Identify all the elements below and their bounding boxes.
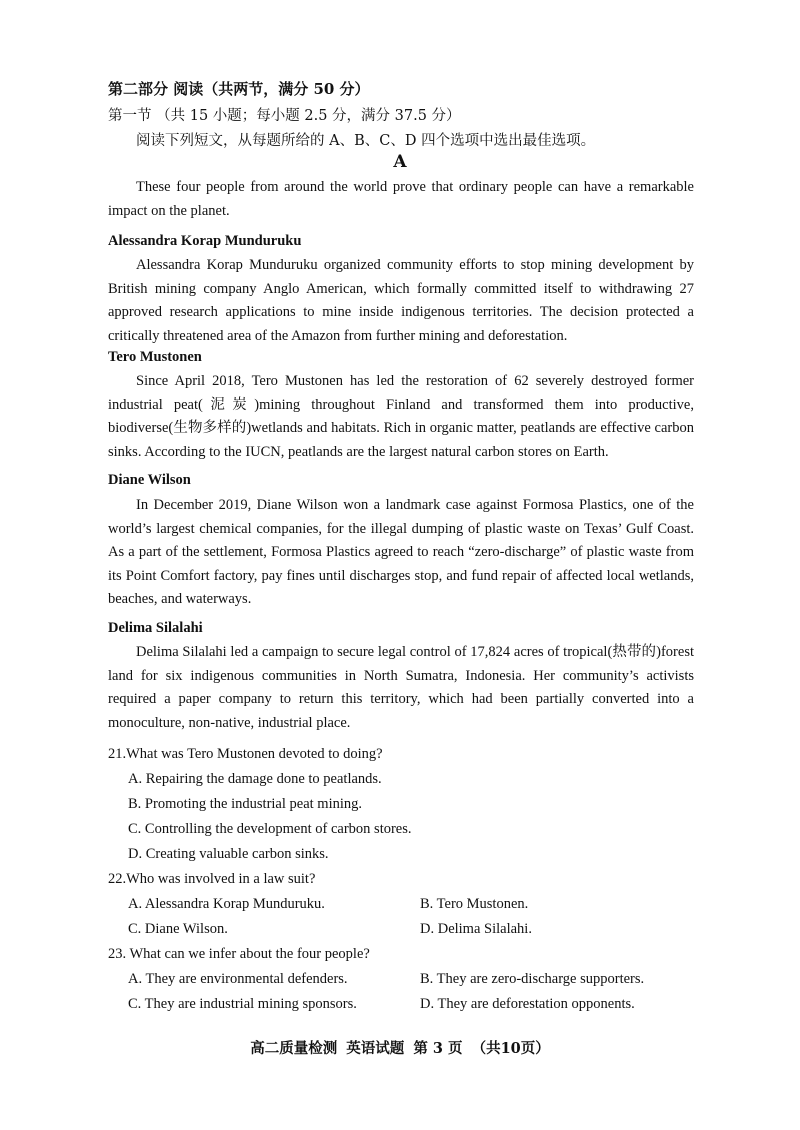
answer-option[interactable]: C. Diane Wilson. <box>128 921 228 937</box>
passage-letter: A <box>393 152 407 172</box>
answer-option[interactable]: B. Tero Mustonen. <box>420 896 529 912</box>
passage-intro-text: These four people from around the world prove that ordinary people can have a remarkable impact on the planet. <box>108 179 694 219</box>
question-stem: 22.Who was involved in a law suit? <box>108 871 316 887</box>
person-name: Tero Mustonen <box>108 349 202 365</box>
page-footer <box>0 1037 800 1058</box>
answer-option[interactable]: A. Alessandra Korap Munduruku. <box>128 896 325 912</box>
question-stem: 23. What can we infer about the four people? <box>108 946 370 962</box>
section-header: 第二部分 阅读（共两节，满分 50 分） <box>108 80 370 98</box>
answer-option[interactable]: A. Repairing the damage done to peatlands. <box>128 771 382 787</box>
answer-option[interactable]: D. Delima Silalahi. <box>420 921 532 937</box>
person-paragraph <box>108 370 694 464</box>
person-name: Diane Wilson <box>108 472 191 488</box>
answer-option[interactable]: B. Promoting the industrial peat mining. <box>128 796 362 812</box>
person-paragraph-text: Delima Silalahi led a campaign to secure legal control of 17,824 acres of tropical(热带的)forest land for six indigenous communities in North Sumatra, Indonesia. Her community’s activists required a paper company to return this territory, which had been partially converted into a monoculture, non-native, industrial place. <box>108 644 694 731</box>
person-paragraph-text: In December 2019, Diane Wilson won a landmark case against Formosa Plastics, one of the world’s largest chemical companies, for the illegal dumping of plastic waste on Texas’ Gulf Coast. As a part of the settlement, Formosa Plastics agreed to reach “zero-discharge” of plastic waste from its Point Comfort factory, pay fines until discharges stop, and fund repair of affected local wetlands, beaches, and waterways. <box>108 497 694 607</box>
person-paragraph <box>108 641 694 735</box>
footer-total-pages: （共10页） <box>471 1040 550 1057</box>
person-paragraph-text: Since April 2018, Tero Mustonen has led the restoration of 62 severely destroyed former industrial peat(泥炭)mining throughout Finland and transformed them into productive, biodiverse(生物多样的)wetlands and habitats. Rich in organic matter, peatlands are effective carbon sinks. According to the IUCN, peatlands are the largest natural carbon stores on Earth. <box>108 373 694 460</box>
person-paragraph <box>108 254 694 348</box>
footer-subject: 英语试题 <box>346 1040 405 1057</box>
instruction: 阅读下列短文，从每题所给的 A、B、C、D 四个选项中选出最佳选项。 <box>136 133 596 149</box>
answer-option[interactable]: C. They are industrial mining sponsors. <box>128 996 357 1012</box>
subsection-header: 第一节 （共 15 小题；每小题 2.5 分，满分 37.5 分） <box>108 108 461 124</box>
passage-intro <box>108 176 694 223</box>
answer-option[interactable]: C. Controlling the development of carbon stores. <box>128 821 412 837</box>
person-paragraph <box>108 494 694 612</box>
answer-option[interactable]: B. They are zero-discharge supporters. <box>420 971 645 987</box>
person-name: Alessandra Korap Munduruku <box>108 233 302 249</box>
question-stem: 21.What was Tero Mustonen devoted to doing? <box>108 746 383 762</box>
footer-page-number: 第 3 页 <box>413 1040 463 1057</box>
footer-exam: 高二质量检测 <box>250 1040 338 1057</box>
person-paragraph-text: Alessandra Korap Munduruku organized community efforts to stop mining development by British mining company Anglo American, which formally committed itself to withdrawing 27 approved research applications to mine inside indigenous territories. The decision protected a critically threatened area of the Amazon from further mining and deforestation. <box>108 257 694 344</box>
answer-option[interactable]: D. They are deforestation opponents. <box>420 996 635 1012</box>
answer-option[interactable]: D. Creating valuable carbon sinks. <box>128 846 329 862</box>
person-name: Delima Silalahi <box>108 620 203 636</box>
answer-option[interactable]: A. They are environmental defenders. <box>128 971 348 987</box>
